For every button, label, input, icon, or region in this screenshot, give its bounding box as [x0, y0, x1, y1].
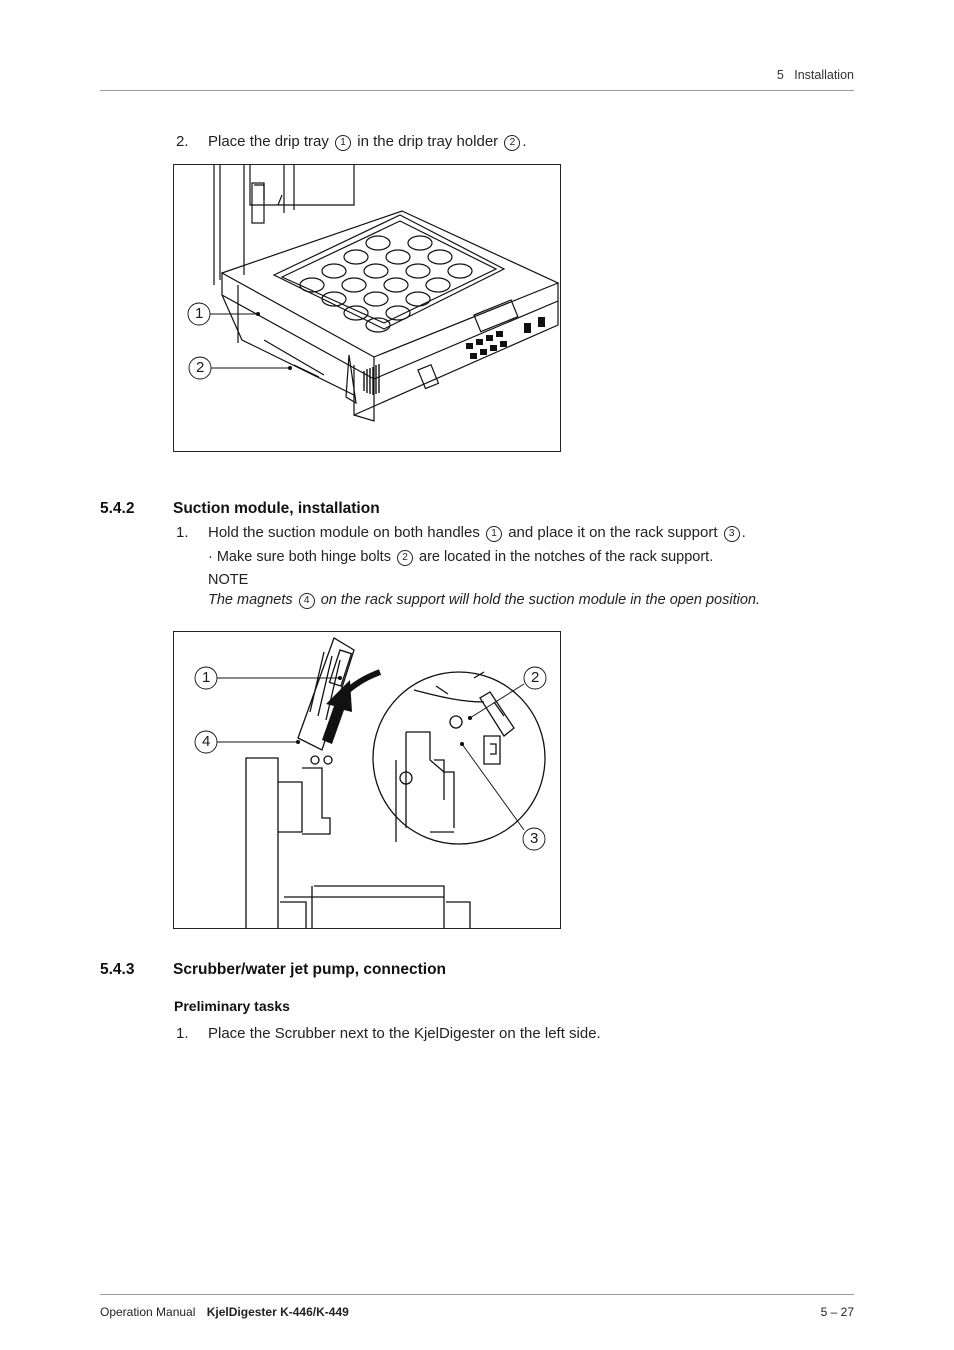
- figure-callout-1: 1: [202, 669, 211, 686]
- ref-2: 2: [397, 550, 413, 566]
- section-heading-5-4-2: 5.4.2 Suction module, installation: [100, 500, 380, 517]
- figure-callout-2: 2: [196, 359, 205, 376]
- running-header: 5 Installation: [776, 68, 854, 82]
- step-drip-tray: 2. Place the drip tray 1 in the drip tray holder 2 .: [176, 133, 527, 150]
- page-number: 5 – 27: [820, 1305, 854, 1319]
- footer-rule: [100, 1294, 854, 1295]
- figure-callout-2: 2: [531, 669, 540, 686]
- ref-1: 1: [486, 526, 502, 542]
- digester-illustration: [174, 165, 560, 451]
- figure-drip-tray: [173, 164, 561, 452]
- figure-suction-module: [173, 631, 561, 929]
- ref-4: 4: [299, 593, 315, 609]
- note-text: The magnets 4 on the rack support will hold the suction module in the open position.: [208, 592, 761, 608]
- step-suction-install: 1. Hold the suction module on both handles 1 and place it on the rack support 3 .: [176, 524, 746, 541]
- footer-product: KjelDigester K-446/K-449: [206, 1305, 349, 1319]
- note-label: NOTE: [208, 572, 249, 588]
- figure-callout-1: 1: [195, 305, 204, 322]
- section-heading-5-4-3: 5.4.3 Scrubber/water jet pump, connection: [100, 961, 447, 978]
- figure-callout-3: 3: [530, 830, 539, 847]
- figure-callout-4: 4: [202, 733, 211, 750]
- preliminary-tasks-heading: Preliminary tasks: [174, 998, 290, 1014]
- suction-module-illustration: [174, 632, 560, 928]
- ref-2: 2: [504, 135, 520, 151]
- step-number: 2.: [176, 133, 189, 150]
- ref-1: 1: [335, 135, 351, 151]
- header-rule: [100, 90, 854, 91]
- footer-manual: Operation Manual: [100, 1305, 196, 1319]
- step-number: 1.: [176, 1025, 189, 1042]
- footer-left: [100, 1305, 349, 1319]
- step-number: 1.: [176, 524, 189, 541]
- step-place-scrubber: 1. Place the Scrubber next to the KjelDigester on the left side.: [176, 1025, 601, 1042]
- step-suction-bullet: · Make sure both hinge bolts 2 are located in the notches of the rack support.: [208, 549, 714, 565]
- ref-3: 3: [724, 526, 740, 542]
